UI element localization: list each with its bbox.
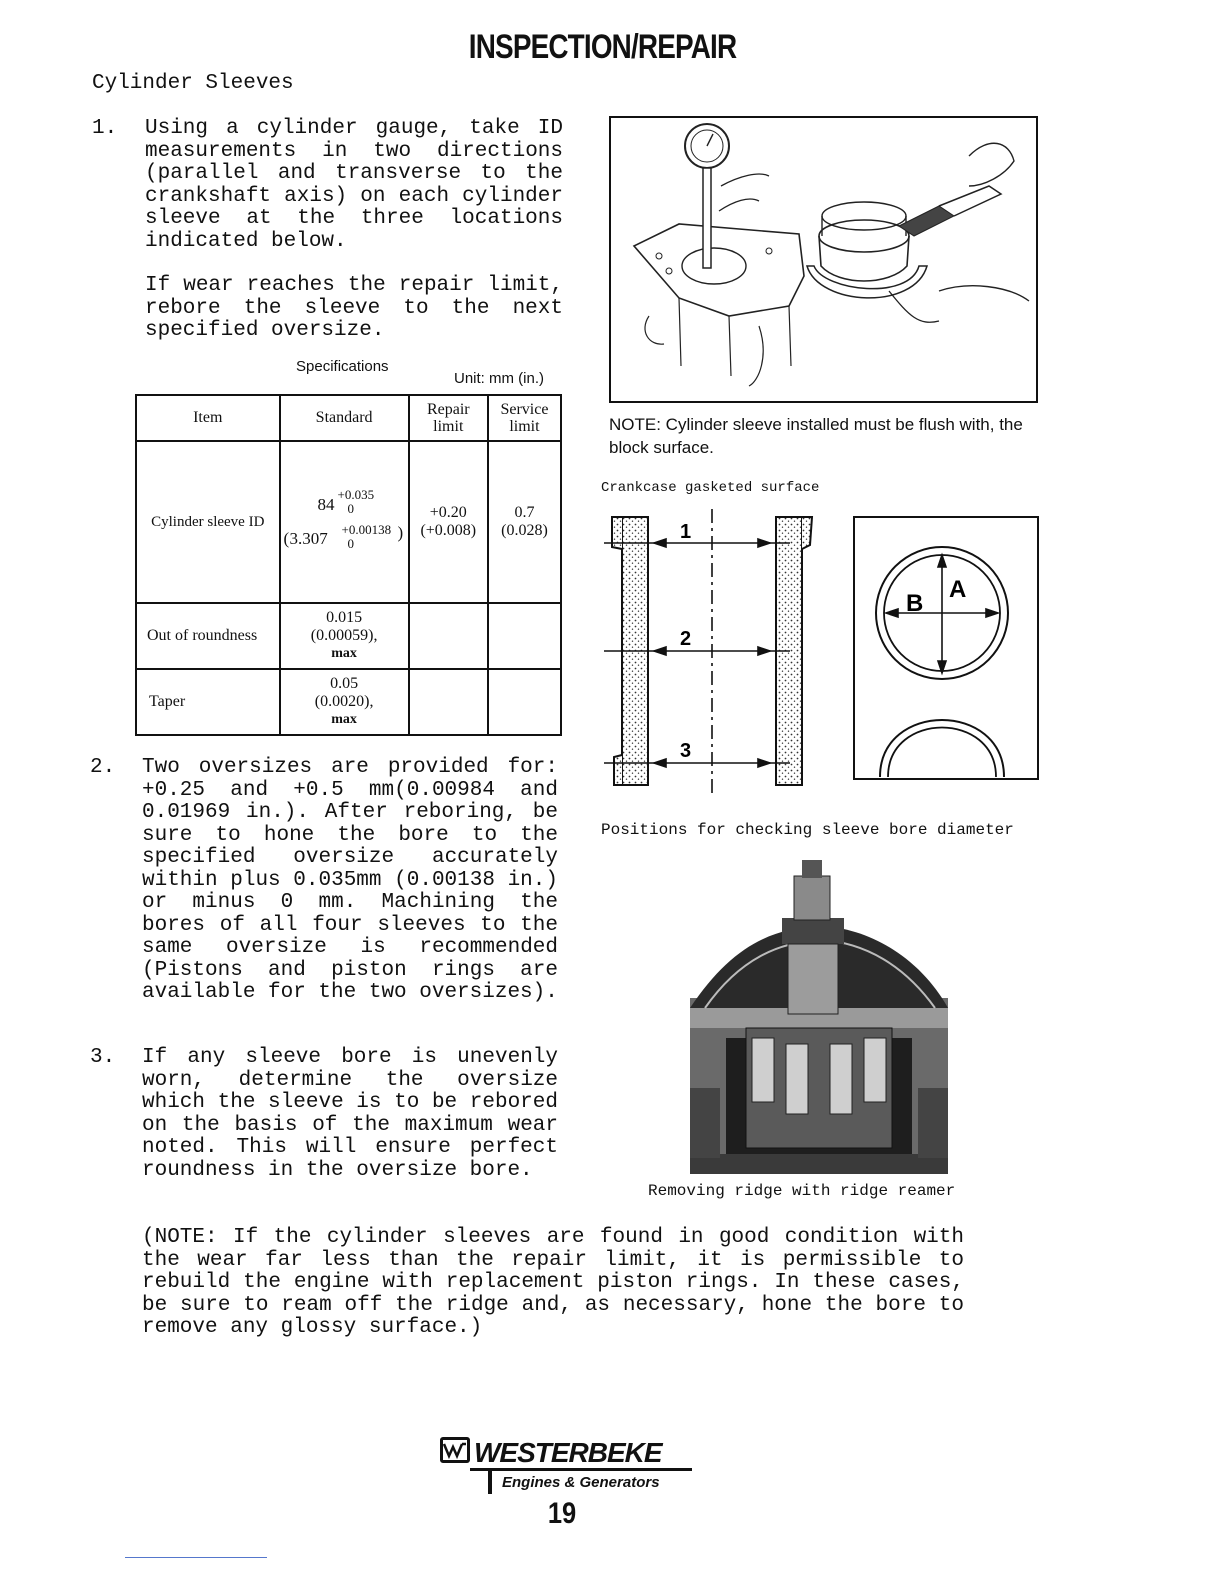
footer-rule bbox=[125, 1557, 267, 1558]
header-repair: Repair limit bbox=[409, 395, 488, 441]
crankcase-label: Crankcase gasketed surface bbox=[601, 480, 820, 496]
brand-tagline: Engines & Generators bbox=[502, 1474, 660, 1491]
row-taper-item: Taper bbox=[136, 669, 280, 735]
position-1-label: 1 bbox=[680, 521, 692, 543]
step-1-number: 1. bbox=[92, 117, 118, 140]
brand-name: WESTERBEKE bbox=[474, 1437, 662, 1468]
row-sleeve-id-standard: 84 +0.035 0 ( 3.307 +0.00138 0 ) bbox=[280, 441, 409, 603]
brand-stem bbox=[488, 1468, 492, 1494]
ridge-reamer-photo bbox=[690, 858, 948, 1174]
westerbeke-logo-icon bbox=[440, 1437, 470, 1463]
header-standard: Standard bbox=[280, 395, 409, 441]
brand-underline bbox=[470, 1468, 692, 1471]
position-2-label: 2 bbox=[680, 628, 692, 650]
step-2-number: 2. bbox=[90, 756, 116, 779]
step-1-text: Using a cylinder gauge, take ID measurements in two directions (parallel and transverse to the crankshaft axis) on each cylinder sleeve at the three locations indicated below. bbox=[145, 117, 563, 253]
header-item: Item bbox=[136, 395, 280, 441]
row-sleeve-id-item: Cylinder sleeve ID bbox=[136, 441, 280, 603]
row-roundness-standard: 0.015 (0.00059), max bbox=[280, 603, 409, 669]
position-3-label: 3 bbox=[680, 740, 692, 762]
spec-caption: Specifications bbox=[296, 358, 389, 375]
direction-b-label: B bbox=[906, 590, 924, 617]
row-sleeve-id-repair: +0.20 (+0.008) bbox=[409, 441, 488, 603]
gauge-note: NOTE: Cylinder sleeve installed must be flush with, the block surface. bbox=[609, 415, 1023, 457]
row-sleeve-id-service: 0.7 (0.028) bbox=[488, 441, 561, 603]
spec-table bbox=[135, 394, 562, 736]
final-note: (NOTE: If the cylinder sleeves are found in good condition with the wear far less than the repair limit, it is permissible to rebuild the engine with replacement piston rings. In these cases, be sure to ream off the ridge and, as necessary, hone the bore to remove any glossy surface.) bbox=[142, 1226, 964, 1339]
reamer-caption: Removing ridge with ridge reamer bbox=[648, 1182, 956, 1200]
step-2-text: Two oversizes are provided for: +0.25 and +0.5 mm(0.00984 and 0.01969 in.). After reboring, be sure to hone the bore to the specified oversize accurately within plus 0.035mm (0.00138 in.) or minus 0 mm. Machining the bores of all four sleeves to the same oversize is recommended (Pistons and piston rings are available for the two oversizes). bbox=[142, 756, 558, 1004]
page-number: 19 bbox=[547, 1497, 577, 1530]
section-title: Cylinder Sleeves bbox=[92, 72, 294, 95]
row-taper-service bbox=[488, 669, 561, 735]
sleeve-positions-diagram bbox=[604, 505, 1044, 795]
step-3-number: 3. bbox=[90, 1046, 116, 1069]
row-roundness-repair bbox=[409, 603, 488, 669]
spec-unit: Unit: mm (in.) bbox=[454, 370, 544, 387]
step-1-text-2: If wear reaches the repair limit, rebore the sleeve to the next specified oversize. bbox=[145, 274, 563, 342]
cylinder-gauge-illustration bbox=[609, 116, 1039, 404]
row-taper-standard: 0.05 (0.0020), max bbox=[280, 669, 409, 735]
direction-a-label: A bbox=[949, 576, 967, 603]
step-3-text: If any sleeve bore is unevenly worn, determine the oversize which the sleeve is to be rebored on the basis of the maximum wear noted. This will ensure perfect roundness in the oversize bore. bbox=[142, 1046, 558, 1182]
row-roundness-item: Out of roundness bbox=[136, 603, 280, 669]
row-roundness-service bbox=[488, 603, 561, 669]
row-taper-repair bbox=[409, 669, 488, 735]
positions-caption: Positions for checking sleeve bore diameter bbox=[601, 821, 1014, 839]
page-title: INSPECTION/REPAIR bbox=[468, 28, 737, 66]
header-service: Service limit bbox=[488, 395, 561, 441]
